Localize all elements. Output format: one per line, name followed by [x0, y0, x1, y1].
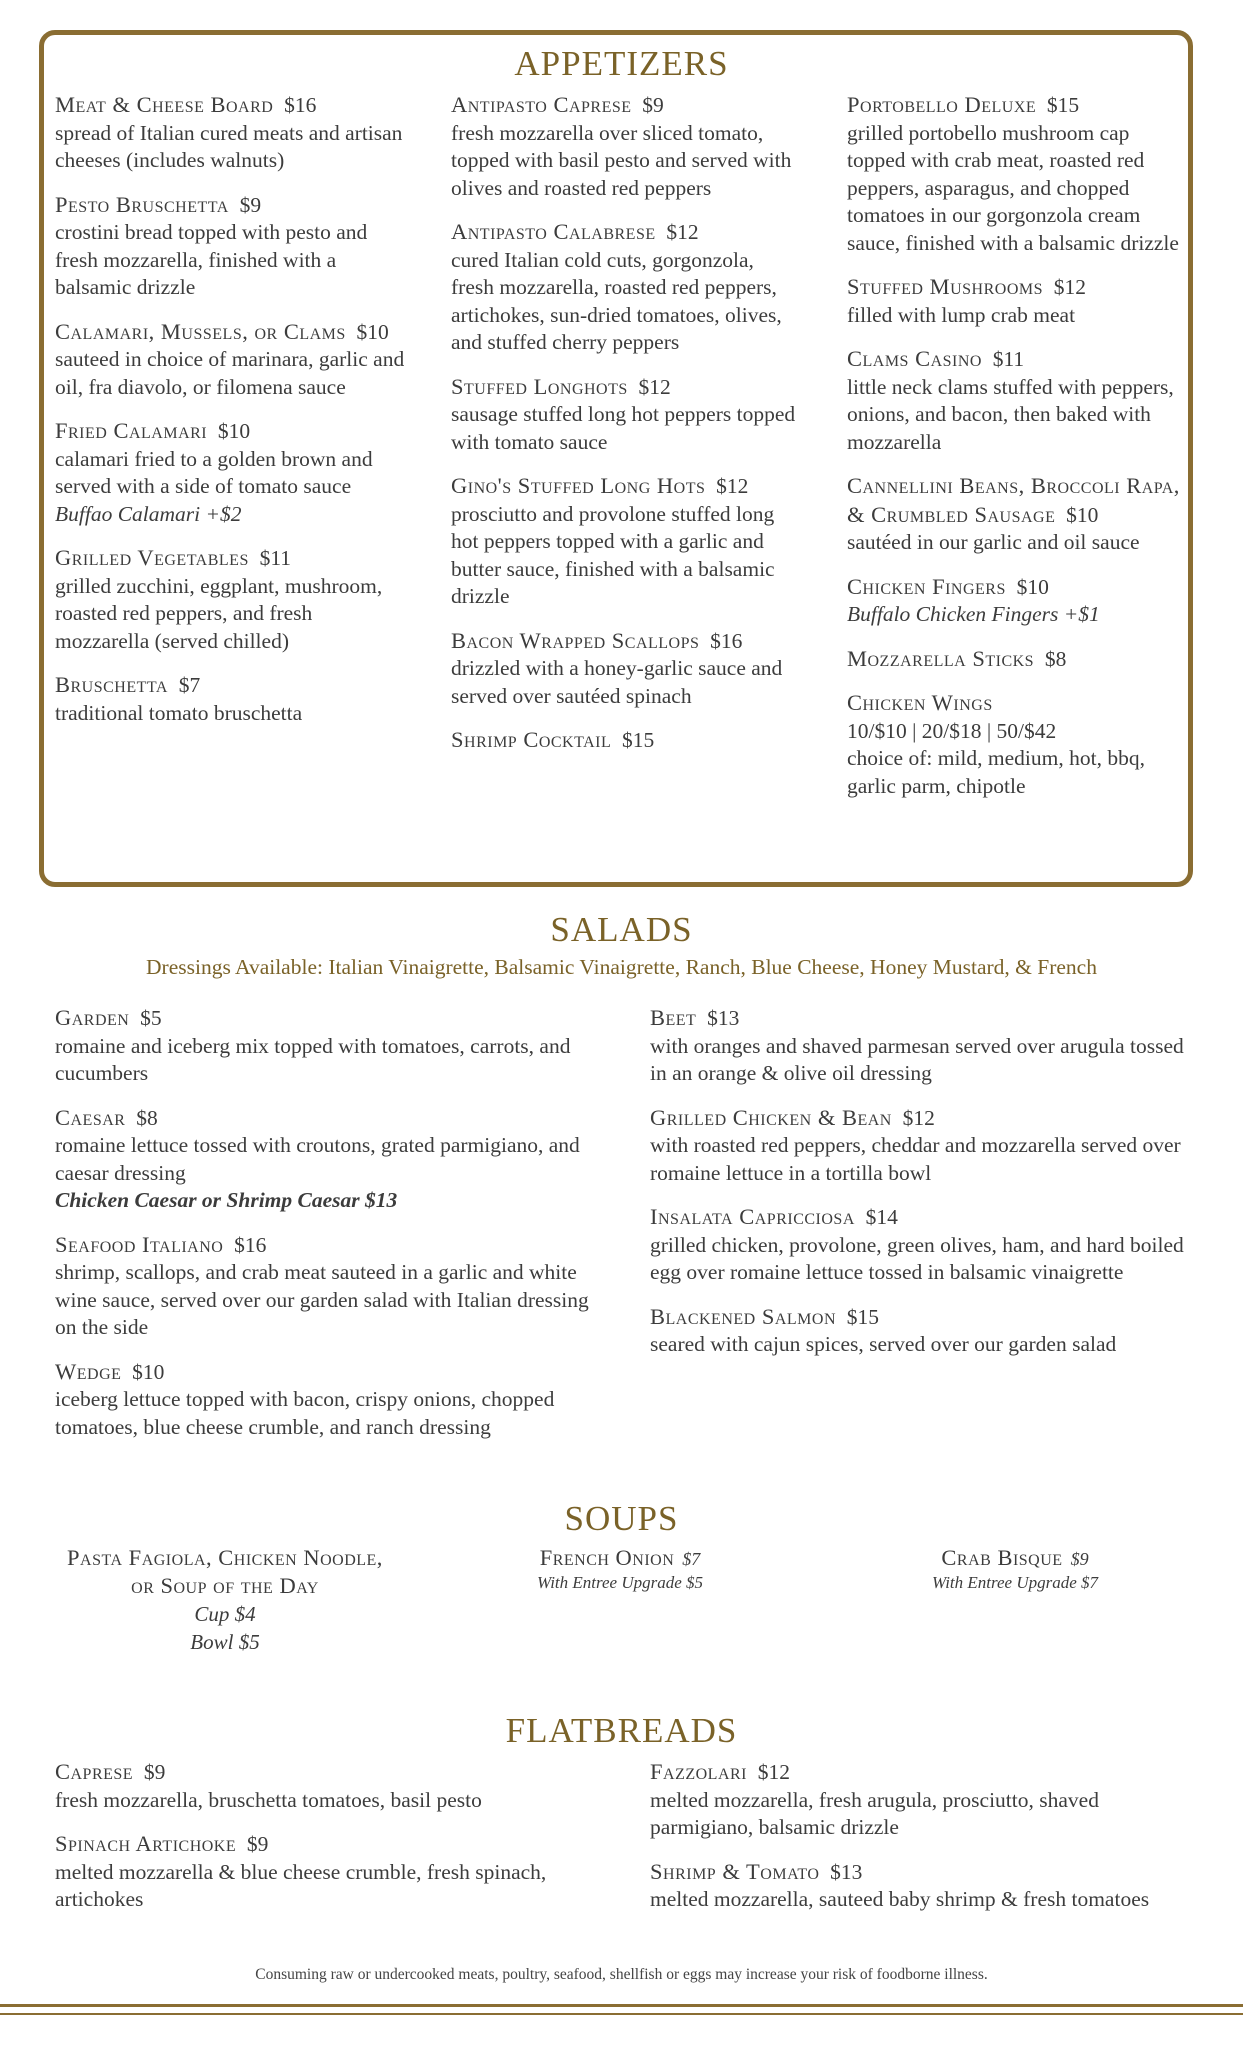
menu-item — [847, 345, 1182, 456]
soup-name: Crab Bisque — [941, 1545, 1063, 1570]
menu-item — [55, 1104, 595, 1215]
item-description: with oranges and shaved parmesan served over arugula tossed in an orange & olive oil dressing — [650, 1033, 1184, 1085]
item-price: $11 — [259, 546, 292, 570]
food-safety-disclaimer: Consuming raw or undercooked meats, poultry, seafood, shellfish or eggs may increase your risk of foodborne illness. — [255, 1966, 988, 1983]
item-description: with roasted red peppers, cheddar and mozzarella served over romaine lettuce in a tortilla bowl — [650, 1133, 1181, 1185]
item-description: melted mozzarella, sauteed baby shrimp & fresh tomatoes — [650, 1887, 1150, 1911]
item-price: $10 — [217, 419, 251, 443]
item-price: $11 — [992, 347, 1025, 371]
flatbreads-col-1 — [55, 1758, 615, 1930]
soup-price: $7 — [682, 1549, 701, 1569]
menu-item — [451, 218, 801, 357]
item-description: melted mozzarella & blue cheese crumble, fresh spinach, artichokes — [55, 1859, 547, 1911]
item-name: Caprese — [55, 1759, 134, 1784]
item-price: $5 — [140, 1006, 162, 1030]
item-description: cured Italian cold cuts, gorgonzola, fresh mozzarella, roasted red peppers, artichokes, sun-dried tomatoes, olives, and stuffed cherry peppers — [451, 247, 782, 354]
menu-item — [650, 1303, 1195, 1359]
item-name: Seafood Italiano — [55, 1231, 224, 1257]
salad-dressings: Dressings Available: Italian Vinaigrette, Balsamic Vinaigrette, Ranch, Blue Cheese, Honey Mustard, & French — [146, 955, 1097, 979]
item-price: $8 — [136, 1105, 158, 1130]
item-price: $15 — [846, 1304, 880, 1329]
menu-item — [451, 373, 801, 457]
menu-item — [55, 1231, 595, 1342]
item-description: romaine and iceberg mix topped with tomatoes, carrots, and cucumbers — [55, 1033, 571, 1085]
item-description: grilled chicken, provolone, green olives, ham, and hard boiled egg over romaine lettuce tossed in balsamic vinaigrette — [650, 1232, 1184, 1284]
item-description: 10/$10 | 20/$18 | 50/$42 — [847, 718, 1057, 743]
item-name: Bacon Wrapped Scallops — [451, 627, 700, 653]
menu-item — [55, 91, 405, 175]
item-description: prosciutto and provolone stuffed long hot peppers topped with a garlic and butter sauce, finished with a balsamic drizzle — [451, 501, 775, 608]
menu-item — [55, 318, 405, 402]
item-price: $16 — [284, 93, 317, 117]
item-name: Clams Casino — [847, 346, 982, 371]
item-price: $14 — [865, 1205, 898, 1229]
item-price: $10 — [1066, 502, 1099, 527]
menu-item — [55, 191, 405, 302]
item-name: Antipasto Calabrese — [451, 219, 656, 244]
item-description: sauteed in choice of marinara, garlic and oil, fra diavolo, or filomena sauce — [55, 347, 405, 399]
item-name: Portobello Deluxe — [847, 92, 1037, 117]
menu-item — [847, 645, 1182, 674]
item-name: Calamari, Mussels, or Clams — [55, 318, 346, 344]
item-price: $9 — [143, 1760, 166, 1784]
item-price: $8 — [1044, 646, 1067, 671]
item-name: Gino's Stuffed Long Hots — [451, 473, 706, 498]
item-name: Bruschetta — [55, 672, 168, 697]
item-description: traditional tomato bruschetta — [55, 700, 303, 725]
item-price: $12 — [757, 1760, 790, 1784]
item-description: little neck clams stuffed with peppers, onions, and bacon, then baked with mozzarella — [847, 374, 1174, 454]
menu-item — [55, 544, 405, 655]
item-description: melted mozzarella, fresh arugula, prosciutto, shaved parmigiano, balsamic drizzle — [650, 1787, 1099, 1839]
soup-item-french-onion — [460, 1544, 780, 1594]
item-price: $10 — [132, 1359, 165, 1384]
item-price: $10 — [1016, 574, 1049, 599]
item-name: Garden — [55, 1005, 130, 1030]
item-name: Blackened Salmon — [650, 1303, 837, 1329]
item-name: Shrimp & Tomato — [650, 1858, 820, 1884]
menu-item — [451, 472, 801, 611]
item-price: $13 — [830, 1859, 863, 1884]
item-price: $15 — [1046, 93, 1080, 117]
appetizers-col-1 — [55, 91, 405, 743]
item-name: Insalata Capricciosa — [650, 1204, 855, 1229]
item-name: Stuffed Longhots — [451, 373, 628, 399]
menu-item — [847, 689, 1182, 800]
item-description: grilled zucchini, eggplant, mushroom, roasted red peppers, and fresh mozzarella (served chilled) — [55, 573, 383, 653]
flatbreads-col-2 — [650, 1758, 1195, 1930]
item-name: Grilled Chicken & Bean — [650, 1104, 892, 1130]
item-description: shrimp, scallops, and crab meat sauteed in a garlic and white wine sauce, served over our garden salad with Italian dressing on the side — [55, 1260, 589, 1339]
item-name: Beet — [650, 1005, 697, 1030]
item-note: Buffao Calamari +$2 — [55, 501, 242, 526]
item-description: romaine lettuce tossed with croutons, grated parmigiano, and caesar dressing — [55, 1133, 580, 1185]
bottom-rule — [0, 2004, 1243, 2007]
soup-name: French Onion — [539, 1545, 675, 1570]
menu-item — [55, 417, 405, 528]
salads-col-2 — [650, 1004, 1195, 1375]
item-name: Fazzolari — [650, 1759, 747, 1784]
item-price: $10 — [356, 319, 389, 344]
item-name: Chicken Fingers — [847, 573, 1006, 599]
item-price: $12 — [902, 1105, 935, 1130]
item-name: Fried Calamari — [55, 418, 208, 443]
item-price: $13 — [707, 1006, 740, 1030]
item-price: $9 — [239, 192, 262, 217]
menu-item — [451, 627, 801, 711]
item-price: $9 — [246, 1832, 269, 1856]
item-description: sausage stuffed long hot peppers topped with tomato sauce — [451, 402, 796, 454]
item-note: Buffalo Chicken Fingers +$1 — [847, 602, 1100, 626]
flatbreads-title: FLATBREADS — [505, 1711, 738, 1750]
item-description: crostini bread topped with pesto and fresh mozzarella, finished with a balsamic drizzle — [55, 220, 368, 299]
menu-item — [55, 1004, 595, 1088]
soup-upgrade: With Entree Upgrade $7 — [931, 1573, 1099, 1592]
menu-item — [847, 472, 1182, 557]
item-description: filled with lump crab meat — [847, 302, 1076, 327]
item-price: $12 — [666, 220, 699, 244]
item-price: $15 — [622, 728, 655, 752]
item-price: $12 — [716, 474, 749, 498]
item-note: Chicken Caesar or Shrimp Caesar $13 — [55, 1188, 398, 1212]
soup-cup-price: Cup $4 — [194, 1602, 256, 1626]
appetizers-col-3 — [847, 91, 1182, 816]
soup-price: $9 — [1070, 1549, 1089, 1569]
menu-item — [650, 1858, 1195, 1914]
menu-item — [55, 1358, 595, 1442]
menu-item — [650, 1004, 1195, 1088]
appetizers-title: APPETIZERS — [514, 44, 729, 83]
soup-item-combo — [60, 1544, 390, 1656]
item-name: Meat & Cheese Board — [55, 92, 274, 117]
bottom-rule-thin — [0, 2013, 1243, 2015]
soup-name: Pasta Fagiola, Chicken Noodle, or Soup of the Day — [67, 1545, 383, 1598]
item-description: fresh mozzarella, bruschetta tomatoes, basil pesto — [55, 1787, 482, 1812]
appetizers-col-2 — [451, 91, 801, 771]
item-name: Antipasto Caprese — [451, 92, 632, 117]
menu-item — [847, 91, 1182, 257]
item-description: fresh mozzarella over sliced tomato, topped with basil pesto and served with olives and roasted red peppers — [451, 120, 792, 200]
menu-item — [847, 573, 1182, 629]
item-name: Wedge — [55, 1358, 122, 1384]
menu-item — [650, 1104, 1195, 1188]
item-name: Grilled Vegetables — [55, 545, 249, 570]
item-name: Shrimp Cocktail — [451, 727, 612, 752]
menu-item — [451, 91, 801, 202]
menu-item — [650, 1203, 1195, 1287]
item-price: $12 — [638, 374, 671, 399]
item-description-extra: choice of: mild, medium, hot, bbq, garlic parm, chipotle — [847, 746, 1145, 798]
item-description: calamari fried to a golden brown and served with a side of tomato sauce — [55, 446, 373, 498]
item-name: Caesar — [55, 1104, 126, 1130]
menu-item — [650, 1758, 1195, 1842]
soups-title: SOUPS — [564, 1499, 679, 1538]
salads-col-1 — [55, 1004, 595, 1457]
item-name: Stuffed Mushrooms — [847, 274, 1044, 299]
item-description: grilled portobello mushroom cap topped with crab meat, roasted red peppers, asparagus, and chopped tomatoes in our gorgonzola cream sauce, finished with a balsamic drizzle — [847, 120, 1179, 255]
menu-item — [55, 671, 405, 727]
menu-item — [847, 273, 1182, 329]
item-price: $12 — [1053, 275, 1087, 299]
soup-item-crab-bisque — [855, 1544, 1175, 1594]
item-description: iceberg lettuce topped with bacon, crispy onions, chopped tomatoes, blue cheese crumble, and ranch dressing — [55, 1387, 555, 1439]
item-price: $9 — [642, 93, 664, 117]
soup-bowl-price: Bowl $5 — [190, 1630, 260, 1654]
item-price: $16 — [710, 628, 743, 653]
item-name: Mozzarella Sticks — [847, 645, 1035, 671]
soup-upgrade: With Entree Upgrade $5 — [536, 1573, 704, 1592]
menu-item — [55, 1830, 615, 1914]
item-name: Chicken Wings — [847, 690, 993, 715]
item-description: drizzled with a honey-garlic sauce and served over sautéed spinach — [451, 656, 783, 708]
item-price: $7 — [178, 673, 201, 697]
menu-item — [451, 726, 801, 755]
item-price: $16 — [234, 1232, 267, 1257]
menu-item — [55, 1758, 615, 1814]
item-name: Spinach Artichoke — [55, 1831, 237, 1856]
salads-title: SALADS — [550, 910, 693, 949]
item-name: Cannellini Beans, Broccoli Rapa, & Crumbled Sausage — [847, 473, 1180, 527]
item-description: seared with cajun spices, served over our garden salad — [650, 1332, 1117, 1356]
item-name: Pesto Bruschetta — [55, 191, 229, 217]
item-description: spread of Italian cured meats and artisan cheeses (includes walnuts) — [55, 120, 403, 172]
item-description: sautéed in our garlic and oil sauce — [847, 530, 1140, 554]
